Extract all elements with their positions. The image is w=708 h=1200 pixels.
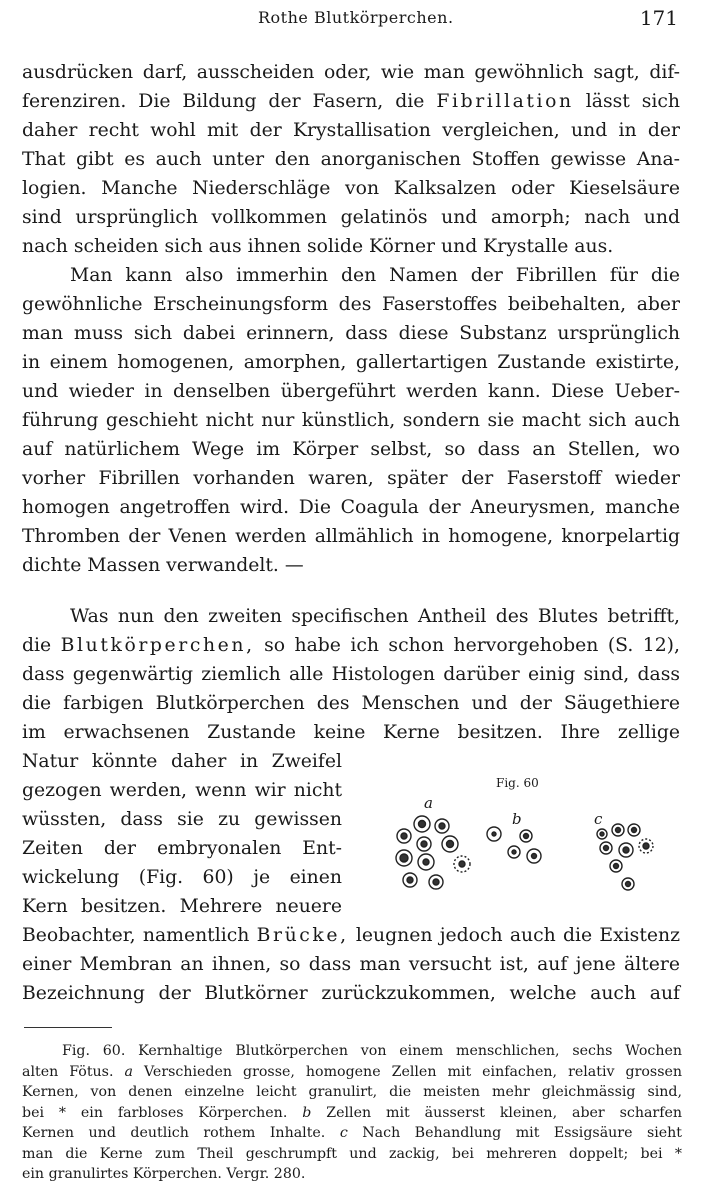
text-line: vorher Fibrillen vorhanden waren, später der Faserstoff wieder xyxy=(22,468,680,489)
text-line: man muss sich dabei erinnern, dass diese Substanz ursprünglich xyxy=(22,323,680,344)
text-line: dass gegenwärtig ziemlich alle Histologen darüber einig sind, dass xyxy=(22,664,680,685)
text-line: Man kann also immerhin den Namen der Fibrillen für die xyxy=(70,265,680,286)
text-line: alten Fötus. a Verschieden grosse, homogene Zellen mit einfachen, relativ grossen xyxy=(22,1063,683,1080)
text-line: nach scheiden sich aus ihnen solide Körner und Krystalle aus. xyxy=(22,236,614,257)
footnote-divider xyxy=(24,1027,112,1028)
page-header xyxy=(0,6,708,36)
paragraph-faserstoff xyxy=(22,261,680,580)
text-line: und wieder in denselben übergeführt werden kann. Diese Ueber- xyxy=(22,381,680,402)
text-line: führung geschieht nicht nur künstlich, sondern sie macht sich auch xyxy=(22,410,680,431)
page-number: 171 xyxy=(639,6,678,30)
emphasized-term: Fibrillation xyxy=(436,91,574,112)
paragraph-bruecke xyxy=(22,921,680,1008)
blood-cells-illustration xyxy=(370,770,690,900)
text-line: ein granulirtes Körperchen. Vergr. 280. xyxy=(22,1166,306,1182)
text-line: Natur könnte daher in Zweifel xyxy=(22,751,342,772)
text-line: ferenziren. Die Bildung der Fasern, die Fibrillation lässt sich xyxy=(22,91,680,112)
text-line: man die Kerne zum Theil geschrumpft und zackig, bei mehreren doppelt; bei * xyxy=(22,1145,682,1162)
text-line: auf natürlichem Wege im Körper selbst, so dass an Stellen, wo xyxy=(22,439,680,460)
text-line: Beobachter, namentlich Brücke, leugnen jedoch auch die Existenz xyxy=(22,925,680,946)
text-line: Was nun den zweiten specifischen Antheil des Blutes betrifft, xyxy=(70,606,680,627)
text-line: gewöhnliche Erscheinungsform des Faserstoffes beibehalten, aber xyxy=(22,294,680,315)
cell-group-b xyxy=(487,827,541,863)
text-line: dichte Massen verwandelt. — xyxy=(22,555,304,576)
text-line: Zeiten der embryonalen Ent- xyxy=(22,838,342,859)
text-line: logien. Manche Niederschläge von Kalksalzen oder Kieselsäure xyxy=(22,178,680,199)
running-title: Rothe Blutkörperchen. xyxy=(258,8,454,27)
text-line: Fig. 60. Kernhaltige Blutkörperchen von einem menschlichen, sechs Wochen xyxy=(62,1043,682,1059)
text-line: einer Membran an ihnen, so dass man versucht ist, auf jene ältere xyxy=(22,954,680,975)
text-line: Thromben der Venen werden allmählich in homogene, knorpelartig xyxy=(22,526,680,547)
cell-group-c xyxy=(597,824,653,890)
text-line: daher recht wohl mit der Krystallisation vergleichen, und in der xyxy=(22,120,680,141)
figure-label-c: c xyxy=(594,810,603,828)
text-line: sind ursprünglich vollkommen gelatinös und amorph; nach und xyxy=(22,207,680,228)
figure-label-b: b xyxy=(512,810,522,828)
paragraph-blutkoerperchen xyxy=(22,602,680,747)
text-line: im erwachsenen Zustande keine Kerne besitzen. Ihre zellige xyxy=(22,722,680,743)
text-line: Bezeichnung der Blutkörner zurückzukommen, welche auch auf xyxy=(22,983,680,1004)
text-line: That gibt es auch unter den anorganischen Stoffen gewisse Ana- xyxy=(22,149,680,170)
text-line: die Blutkörperchen, so habe ich schon hervorgehoben (S. 12), xyxy=(22,635,680,656)
emphasized-term: Blutkörperchen, xyxy=(60,635,255,656)
figure-wrapped-text xyxy=(22,747,342,921)
text-line: ausdrücken darf, ausscheiden oder, wie man gewöhnlich sagt, dif- xyxy=(22,62,680,83)
text-line: wüssten, dass sie zu gewissen xyxy=(22,809,342,830)
text-line: die farbigen Blutkörperchen des Menschen und der Säugethiere xyxy=(22,693,680,714)
text-line: bei * ein farbloses Körperchen. b Zellen mit äusserst kleinen, aber scharfen xyxy=(22,1104,682,1121)
text-line: wickelung (Fig. 60) je einen xyxy=(22,867,342,888)
figure-caption-footnote xyxy=(22,1041,682,1185)
figure-label-a: a xyxy=(424,794,433,812)
text-line: gezogen werden, wenn wir nicht xyxy=(22,780,342,801)
text-line: Kernen und deutlich rothem Inhalte. c Nach Behandlung mit Essigsäure sieht xyxy=(22,1125,682,1141)
figure-title: Fig. 60 xyxy=(496,776,539,790)
cell-group-a xyxy=(396,816,470,889)
text-line: in einem homogenen, amorphen, gallertartigen Zustande existirte, xyxy=(22,352,680,373)
text-line: Kern besitzen. Mehrere neuere xyxy=(22,896,342,917)
figure-60 xyxy=(370,770,690,900)
text-line: homogen angetroffen wird. Die Coagula der Aneurysmen, manche xyxy=(22,497,680,518)
text-line: Kernen, von denen einzelne leicht granulirt, die meisten mehr gleichmässig sind, xyxy=(22,1084,682,1100)
paragraph-fibrillation xyxy=(22,58,680,261)
emphasized-term: Brücke, xyxy=(256,925,349,946)
